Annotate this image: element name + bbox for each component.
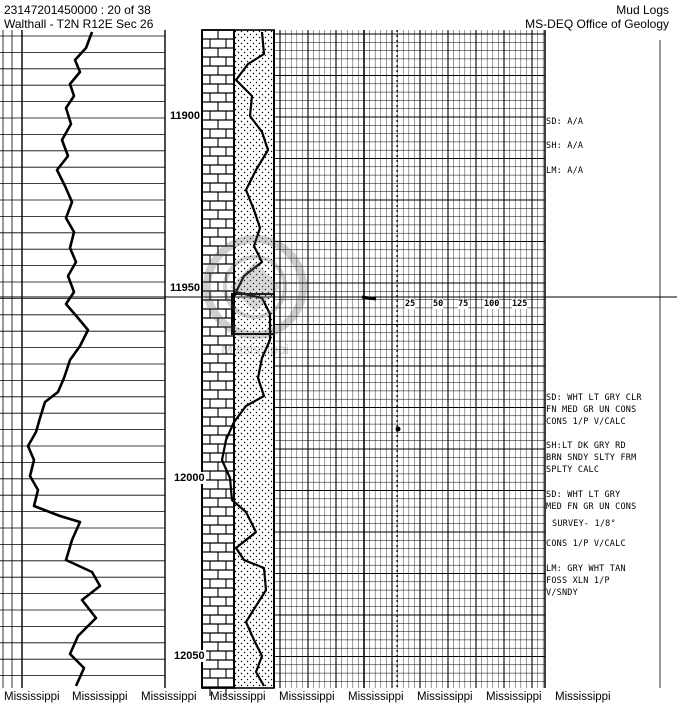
well-location: Walthall - T2N R12E Sec 26 xyxy=(4,17,154,31)
survey-point xyxy=(396,427,401,432)
document-type: Mud Logs xyxy=(616,3,669,17)
scale-100: 100 xyxy=(484,299,500,309)
api-info: 23147201450000 : 20 of 38 xyxy=(4,3,151,17)
note-sand-description: SD: WHT LT GRY CLR FN MED GR UN CONS CONS 1/P V/CALC xyxy=(546,393,642,427)
footer-watermark-text: Mississippi xyxy=(486,691,542,703)
footer-watermark-strip xyxy=(0,690,677,705)
footer-watermark-text: Mississippi xyxy=(279,691,335,703)
scale-50: 50 xyxy=(433,299,444,309)
depth-label-12050: 12050 xyxy=(174,650,205,662)
depth-label-11950: 11950 xyxy=(170,282,200,294)
depth-label-12000: 12000 xyxy=(174,472,205,484)
footer-watermark-text: Mississippi xyxy=(141,691,197,703)
footer-watermark-text: Mississippi xyxy=(72,691,128,703)
footer-watermark-text: Mississippi xyxy=(555,691,611,703)
scale-75: 75 xyxy=(458,299,469,309)
footer-watermark-text: Mississippi xyxy=(417,691,473,703)
footer-watermark-text: Mississippi xyxy=(210,691,266,703)
drill-break-mark xyxy=(362,297,376,299)
footer-watermark-text: Mississippi xyxy=(348,691,404,703)
scale-125: 125 xyxy=(512,299,528,309)
note-sh-aa: SH: A/A xyxy=(546,141,584,151)
svg-text:Mississippi: Mississippi xyxy=(221,341,289,357)
note-survey: SURVEY- 1/8° xyxy=(552,519,616,529)
mississippi-seal-watermark xyxy=(200,232,310,362)
note-cons: CONS 1/P V/CALC xyxy=(546,539,626,549)
gamma-ray-curve xyxy=(28,32,100,686)
note-lm-aa: LM: A/A xyxy=(546,166,584,176)
gamma-track-grid xyxy=(0,30,165,688)
note-sd-aa: SD: A/A xyxy=(546,117,584,127)
footer-watermark-text: Mississippi xyxy=(4,691,60,703)
agency-name: MS-DEQ Office of Geology xyxy=(525,17,669,31)
note-limestone-description: LM: GRY WHT TAN FOSS XLN 1/P V/SNDY xyxy=(546,564,626,598)
note-shale-description: SH:LT DK GRY RD BRN SNDY SLTY FRM SPLTY CALC xyxy=(546,441,637,475)
drill-rate-track-grid xyxy=(275,30,545,688)
depth-label-11900: 11900 xyxy=(170,110,200,122)
note-sand-description-2: SD: WHT LT GRY MED FN GR UN CONS xyxy=(546,490,637,512)
scale-25: 25 xyxy=(405,299,416,309)
